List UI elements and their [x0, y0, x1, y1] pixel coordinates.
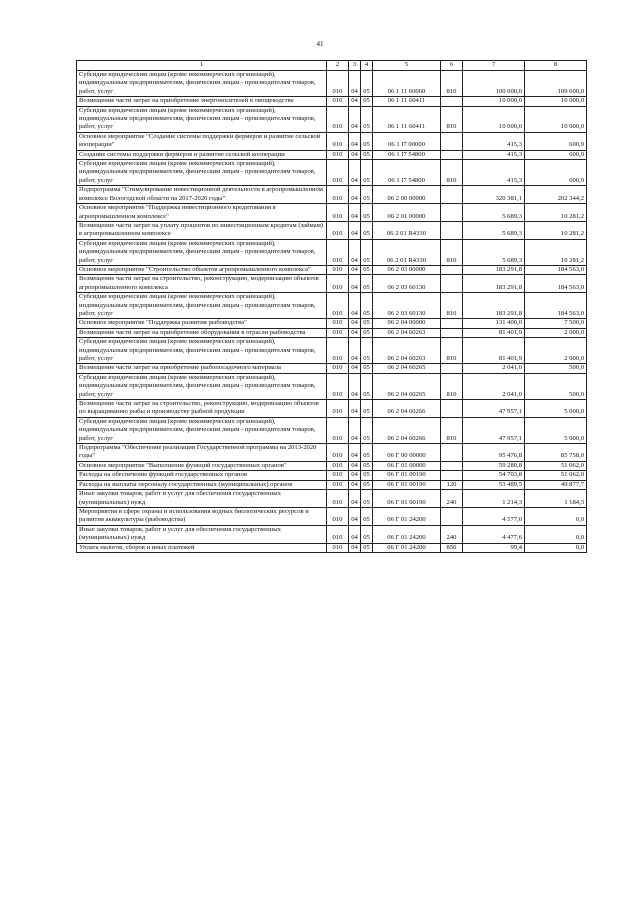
subsection-cell: 05: [361, 265, 373, 274]
expense-type-cell: [441, 97, 463, 106]
expense-type-cell: 240: [441, 525, 463, 543]
item-name-cell: Субсидии юридическим лицам (кроме некоммерческих организаций), индивидуальным предпринимателям, физическим лицам - производителям товаров, работ, услуг: [77, 373, 327, 399]
table-row: [77, 293, 587, 319]
section-cell: 04: [349, 543, 361, 552]
header-cell: 6: [441, 61, 463, 71]
amount-2020-cell: 0,0: [525, 507, 587, 525]
subsection-cell: 05: [361, 160, 373, 186]
amount-2019-cell: 81 401,9: [463, 328, 525, 337]
amount-2020-cell: 1 184,3: [525, 490, 587, 508]
subsection-cell: 05: [361, 490, 373, 508]
target-article-cell: 06 1 11 60411: [373, 106, 441, 132]
page-number: 41: [316, 40, 324, 48]
expense-type-cell: 120: [441, 480, 463, 489]
item-name-cell: Основное мероприятие "Строительство объектов агропромышленного комплекса": [77, 265, 327, 274]
code-cell: 010: [327, 364, 349, 373]
section-cell: 04: [349, 490, 361, 508]
amount-2019-cell: 1 214,3: [463, 490, 525, 508]
section-cell: 04: [349, 417, 361, 443]
code-cell: 010: [327, 400, 349, 418]
section-cell: 04: [349, 239, 361, 265]
target-article-cell: 06 1 I7 54800: [373, 160, 441, 186]
amount-2020-cell: 51 062,0: [525, 461, 587, 470]
amount-2019-cell: 10 000,0: [463, 97, 525, 106]
expense-type-cell: [441, 364, 463, 373]
amount-2019-cell: 59 280,8: [463, 461, 525, 470]
target-article-cell: 06 Г 00 00000: [373, 444, 441, 462]
section-cell: 04: [349, 507, 361, 525]
amount-2020-cell: 51 062,0: [525, 471, 587, 480]
table-row: [77, 444, 587, 462]
amount-2019-cell: 183 291,8: [463, 293, 525, 319]
code-cell: 010: [327, 150, 349, 159]
subsection-cell: 05: [361, 364, 373, 373]
section-cell: 04: [349, 364, 361, 373]
section-cell: 04: [349, 186, 361, 204]
table-row: [77, 400, 587, 418]
code-cell: 010: [327, 444, 349, 462]
subsection-cell: 05: [361, 338, 373, 364]
table-row: [77, 71, 587, 97]
code-cell: 010: [327, 265, 349, 274]
section-cell: 04: [349, 275, 361, 293]
item-name-cell: Субсидии юридическим лицам (кроме некоммерческих организаций), индивидуальным предпринимателям, физическим лицам - производителям товаров, работ, услуг: [77, 106, 327, 132]
item-name-cell: Основное мероприятие "Создание системы поддержки фермеров и развитие сельской кооперации": [77, 132, 327, 150]
code-cell: 010: [327, 471, 349, 480]
amount-2019-cell: 4 577,0: [463, 507, 525, 525]
target-article-cell: 06 Г 01 00190: [373, 480, 441, 489]
code-cell: 010: [327, 319, 349, 328]
target-article-cell: 06 2 03 60130: [373, 275, 441, 293]
amount-2019-cell: 10 000,0: [463, 106, 525, 132]
amount-2020-cell: 49 877,7: [525, 480, 587, 489]
table-row: [77, 221, 587, 239]
table-row: [77, 373, 587, 399]
item-name-cell: Создание системы поддержки фермеров и развитие сельской кооперации: [77, 150, 327, 159]
subsection-cell: 05: [361, 525, 373, 543]
table-row: [77, 338, 587, 364]
target-article-cell: 06 2 00 00000: [373, 186, 441, 204]
amount-2019-cell: 415,3: [463, 160, 525, 186]
expense-type-cell: [441, 221, 463, 239]
expense-type-cell: [441, 186, 463, 204]
amount-2020-cell: 10 281,2: [525, 221, 587, 239]
expense-type-cell: 810: [441, 293, 463, 319]
expense-type-cell: 810: [441, 160, 463, 186]
table-row: [77, 525, 587, 543]
table-row: [77, 132, 587, 150]
subsection-cell: 05: [361, 239, 373, 265]
subsection-cell: 05: [361, 150, 373, 159]
section-cell: 04: [349, 480, 361, 489]
target-article-cell: 06 1 I7 54800: [373, 150, 441, 159]
amount-2020-cell: 10 000,0: [525, 106, 587, 132]
item-name-cell: Подпрограмма "Обеспечение реализации Государственной программы на 2013-2020 годы": [77, 444, 327, 462]
item-name-cell: Основное мероприятие "Выполнение функций государственных органов": [77, 461, 327, 470]
amount-2019-cell: 2 041,0: [463, 364, 525, 373]
expense-type-cell: 810: [441, 417, 463, 443]
code-cell: 010: [327, 328, 349, 337]
amount-2020-cell: 5 000,0: [525, 417, 587, 443]
expense-type-cell: [441, 150, 463, 159]
amount-2019-cell: 95 476,8: [463, 444, 525, 462]
amount-2019-cell: 54 703,8: [463, 471, 525, 480]
code-cell: 010: [327, 106, 349, 132]
target-article-cell: 06 2 01 00000: [373, 204, 441, 222]
expense-type-cell: 810: [441, 373, 463, 399]
amount-2020-cell: 184 563,0: [525, 265, 587, 274]
section-cell: 04: [349, 106, 361, 132]
item-name-cell: Субсидии юридическим лицам (кроме некоммерческих организаций), индивидуальным предпринимателям, физическим лицам - производителям товаров, работ, услуг: [77, 239, 327, 265]
code-cell: 010: [327, 239, 349, 265]
amount-2019-cell: 81 401,9: [463, 338, 525, 364]
amount-2019-cell: 183 291,8: [463, 275, 525, 293]
target-article-cell: 06 2 04 60266: [373, 400, 441, 418]
section-cell: 04: [349, 461, 361, 470]
target-article-cell: 06 2 04 60266: [373, 417, 441, 443]
item-name-cell: Возмещение части затрат на уплату процентов по инвестиционным кредитам (займам) в агропромышленном комплексе: [77, 221, 327, 239]
item-name-cell: Возмещение части затрат на приобретение рыбопосадочного материала: [77, 364, 327, 373]
item-name-cell: Возмещение части затрат на строительство, реконструкцию, модернизацию объектов агропромышленного комплекса: [77, 275, 327, 293]
section-cell: 04: [349, 160, 361, 186]
amount-2019-cell: 131 400,0: [463, 319, 525, 328]
expense-type-cell: [441, 400, 463, 418]
table-row: [77, 319, 587, 328]
section-cell: 04: [349, 338, 361, 364]
expense-type-cell: 240: [441, 490, 463, 508]
item-name-cell: Расходы на обеспечение функций государственных органов: [77, 471, 327, 480]
table-row: [77, 97, 587, 106]
section-cell: 04: [349, 328, 361, 337]
expense-type-cell: 810: [441, 71, 463, 97]
target-article-cell: 06 2 04 00000: [373, 319, 441, 328]
item-name-cell: Субсидии юридическим лицам (кроме некоммерческих организаций), индивидуальным предпринимателям, физическим лицам - производителям товаров, работ, услуг: [77, 160, 327, 186]
section-cell: 04: [349, 319, 361, 328]
target-article-cell: 06 Г 01 00000: [373, 461, 441, 470]
item-name-cell: Мероприятия в сфере охраны и использования водных биологических ресурсов и развития аквакультуры (рыбоводства): [77, 507, 327, 525]
table-row: [77, 543, 587, 552]
subsection-cell: 05: [361, 507, 373, 525]
target-article-cell: 06 2 03 00000: [373, 265, 441, 274]
amount-2019-cell: 4 477,6: [463, 525, 525, 543]
code-cell: 010: [327, 543, 349, 552]
header-cell: 7: [463, 61, 525, 71]
item-name-cell: Расходы на выплаты персоналу государственных (муниципальных) органов: [77, 480, 327, 489]
amount-2019-cell: 415,3: [463, 132, 525, 150]
section-cell: 04: [349, 132, 361, 150]
item-name-cell: Уплата налогов, сборов и иных платежей: [77, 543, 327, 552]
amount-2020-cell: 184 563,0: [525, 293, 587, 319]
expense-type-cell: [441, 328, 463, 337]
subsection-cell: 05: [361, 275, 373, 293]
subsection-cell: 05: [361, 461, 373, 470]
target-article-cell: 06 2 04 60263: [373, 338, 441, 364]
target-article-cell: 06 1 I7 00000: [373, 132, 441, 150]
code-cell: 010: [327, 186, 349, 204]
code-cell: 010: [327, 71, 349, 97]
subsection-cell: 05: [361, 204, 373, 222]
target-article-cell: 06 1 11 60411: [373, 97, 441, 106]
header-cell: 4: [361, 61, 373, 71]
subsection-cell: 05: [361, 106, 373, 132]
expense-type-cell: [441, 132, 463, 150]
section-cell: 04: [349, 150, 361, 159]
table-row: [77, 150, 587, 159]
amount-2019-cell: 47 957,1: [463, 417, 525, 443]
amount-2020-cell: 5 000,0: [525, 400, 587, 418]
amount-2020-cell: 0,0: [525, 525, 587, 543]
expense-type-cell: 850: [441, 543, 463, 552]
section-cell: 04: [349, 293, 361, 319]
amount-2019-cell: 5 689,3: [463, 204, 525, 222]
amount-2019-cell: 415,3: [463, 150, 525, 159]
amount-2020-cell: 600,9: [525, 160, 587, 186]
section-cell: 04: [349, 525, 361, 543]
section-cell: 04: [349, 471, 361, 480]
amount-2020-cell: 600,9: [525, 132, 587, 150]
amount-2020-cell: 500,0: [525, 364, 587, 373]
amount-2020-cell: 202 344,2: [525, 186, 587, 204]
section-cell: 04: [349, 400, 361, 418]
item-name-cell: Субсидии юридическим лицам (кроме некоммерческих организаций), индивидуальным предпринимателям, физическим лицам - производителям товаров, работ, услуг: [77, 71, 327, 97]
code-cell: 010: [327, 132, 349, 150]
code-cell: 010: [327, 373, 349, 399]
item-name-cell: Основное мероприятие "Поддержка инвестиционного кредитования в агропромышленном комплексе": [77, 204, 327, 222]
table-row: [77, 471, 587, 480]
header-cell: 5: [373, 61, 441, 71]
section-cell: 04: [349, 204, 361, 222]
amount-2020-cell: 10 281,2: [525, 239, 587, 265]
code-cell: 010: [327, 275, 349, 293]
target-article-cell: 06 2 01 R4330: [373, 221, 441, 239]
amount-2019-cell: 183 291,8: [463, 265, 525, 274]
table-row: [77, 106, 587, 132]
amount-2019-cell: 47 957,1: [463, 400, 525, 418]
amount-2019-cell: 2 041,0: [463, 373, 525, 399]
item-name-cell: Субсидии юридическим лицам (кроме некоммерческих организаций), индивидуальным предпринимателям, физическим лицам - производителям товаров, работ, услуг: [77, 293, 327, 319]
target-article-cell: 06 Г 01 00190: [373, 490, 441, 508]
table-row: [77, 490, 587, 508]
table-row: [77, 186, 587, 204]
code-cell: 010: [327, 97, 349, 106]
amount-2020-cell: 0,0: [525, 543, 587, 552]
amount-2020-cell: 2 000,0: [525, 338, 587, 364]
section-cell: 04: [349, 265, 361, 274]
subsection-cell: 05: [361, 417, 373, 443]
header-cell: 3: [349, 61, 361, 71]
header-cell: 1: [77, 61, 327, 71]
budget-table: [76, 60, 587, 553]
item-name-cell: Субсидии юридическим лицам (кроме некоммерческих организаций), индивидуальным предпринимателям, физическим лицам - производителям товаров, работ, услуг: [77, 417, 327, 443]
expense-type-cell: [441, 444, 463, 462]
amount-2020-cell: 500,0: [525, 373, 587, 399]
expense-type-cell: 810: [441, 106, 463, 132]
amount-2019-cell: 320 381,1: [463, 186, 525, 204]
item-name-cell: Возмещение части затрат на строительство, реконструкцию, модернизацию объектов по выращиванию рыбы и производству рыбной продукции: [77, 400, 327, 418]
section-cell: 04: [349, 97, 361, 106]
expense-type-cell: [441, 461, 463, 470]
table-row: [77, 204, 587, 222]
code-cell: 010: [327, 293, 349, 319]
expense-type-cell: [441, 265, 463, 274]
amount-2020-cell: 600,9: [525, 150, 587, 159]
expense-type-cell: [441, 319, 463, 328]
table-row: [77, 461, 587, 470]
table-row: [77, 275, 587, 293]
expense-type-cell: [441, 204, 463, 222]
target-article-cell: 06 Г 01 24200: [373, 507, 441, 525]
amount-2019-cell: 100 000,0: [463, 71, 525, 97]
amount-2019-cell: 53 489,5: [463, 480, 525, 489]
amount-2019-cell: 99,4: [463, 543, 525, 552]
amount-2020-cell: 184 563,0: [525, 275, 587, 293]
code-cell: 010: [327, 480, 349, 489]
table-row: [77, 507, 587, 525]
target-article-cell: 06 Г 01 24200: [373, 525, 441, 543]
code-cell: 010: [327, 221, 349, 239]
header-cell: 2: [327, 61, 349, 71]
item-name-cell: Иные закупки товаров, работ и услуг для обеспечения государственных (муниципальных) нужд: [77, 525, 327, 543]
header-cell: 8: [525, 61, 587, 71]
section-cell: 04: [349, 373, 361, 399]
subsection-cell: 05: [361, 71, 373, 97]
item-name-cell: Основное мероприятие "Поддержка развития рыбоводства": [77, 319, 327, 328]
target-article-cell: 06 2 04 60265: [373, 364, 441, 373]
item-name-cell: Возмещение части затрат на приобретение энергоносителей в овощеводстве: [77, 97, 327, 106]
target-article-cell: 06 Г 01 00190: [373, 471, 441, 480]
subsection-cell: 05: [361, 293, 373, 319]
table-header-row: [77, 61, 587, 71]
subsection-cell: 05: [361, 186, 373, 204]
code-cell: 010: [327, 160, 349, 186]
expense-type-cell: [441, 507, 463, 525]
item-name-cell: Иные закупки товаров, работ и услуг для обеспечения государственных (муниципальных) нужд: [77, 490, 327, 508]
target-article-cell: 06 2 04 60263: [373, 328, 441, 337]
section-cell: 04: [349, 221, 361, 239]
amount-2019-cell: 5 689,3: [463, 221, 525, 239]
amount-2019-cell: 5 689,3: [463, 239, 525, 265]
code-cell: 010: [327, 507, 349, 525]
item-name-cell: Субсидии юридическим лицам (кроме некоммерческих организаций), индивидуальным предпринимателям, физическим лицам - производителям товаров, работ, услуг: [77, 338, 327, 364]
expense-type-cell: [441, 471, 463, 480]
subsection-cell: 05: [361, 132, 373, 150]
item-name-cell: Возмещение части затрат на приобретение оборудования в отрасли рыбоводства: [77, 328, 327, 337]
amount-2020-cell: 2 000,0: [525, 328, 587, 337]
amount-2020-cell: 85 758,0: [525, 444, 587, 462]
table-row: [77, 480, 587, 489]
subsection-cell: 05: [361, 480, 373, 489]
code-cell: 010: [327, 525, 349, 543]
section-cell: 04: [349, 71, 361, 97]
item-name-cell: Подпрограмма "Стимулирование инвестиционной деятельности в агропромышленном комплексе Вологодской области на 2017-2020 годы": [77, 186, 327, 204]
code-cell: 010: [327, 204, 349, 222]
table-row: [77, 239, 587, 265]
amount-2020-cell: 10 281,2: [525, 204, 587, 222]
target-article-cell: 06 Г 01 24200: [373, 543, 441, 552]
subsection-cell: 05: [361, 400, 373, 418]
subsection-cell: 05: [361, 444, 373, 462]
subsection-cell: 05: [361, 221, 373, 239]
table-row: [77, 328, 587, 337]
amount-2020-cell: 109 600,0: [525, 71, 587, 97]
subsection-cell: 05: [361, 373, 373, 399]
expense-type-cell: [441, 275, 463, 293]
subsection-cell: 05: [361, 471, 373, 480]
table-row: [77, 364, 587, 373]
table-row: [77, 265, 587, 274]
subsection-cell: 05: [361, 543, 373, 552]
target-article-cell: 06 1 11 60060: [373, 71, 441, 97]
target-article-cell: 06 2 03 60130: [373, 293, 441, 319]
subsection-cell: 05: [361, 97, 373, 106]
code-cell: 010: [327, 338, 349, 364]
code-cell: 010: [327, 461, 349, 470]
table-row: [77, 160, 587, 186]
subsection-cell: 05: [361, 328, 373, 337]
amount-2020-cell: 7 500,0: [525, 319, 587, 328]
expense-type-cell: 810: [441, 338, 463, 364]
target-article-cell: 06 2 04 60265: [373, 373, 441, 399]
subsection-cell: 05: [361, 319, 373, 328]
target-article-cell: 06 2 01 R4330: [373, 239, 441, 265]
expense-type-cell: 810: [441, 239, 463, 265]
amount-2020-cell: 10 000,0: [525, 97, 587, 106]
code-cell: 010: [327, 417, 349, 443]
section-cell: 04: [349, 444, 361, 462]
table-row: [77, 417, 587, 443]
code-cell: 010: [327, 490, 349, 508]
